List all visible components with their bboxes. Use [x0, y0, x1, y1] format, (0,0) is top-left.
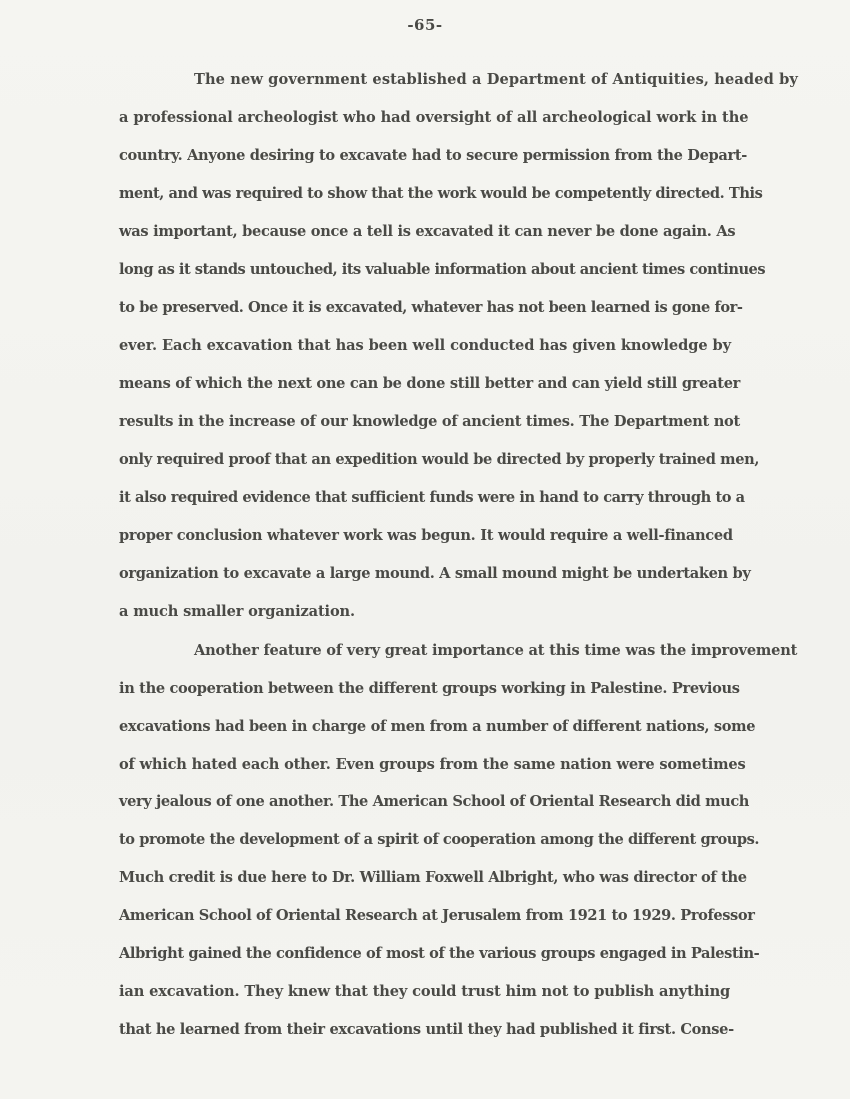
- text-line: ever. Each excavation that has been well conducted has given knowledge by: [119, 337, 731, 354]
- text-line: it also required evidence that sufficient funds were in hand to carry through to a: [119, 489, 745, 506]
- text-line: means of which the next one can be done still better and can yield still greater: [119, 375, 741, 392]
- text-line: only required proof that an expedition would be directed by properly trained men,: [119, 451, 759, 468]
- text-line: to promote the development of a spirit of cooperation among the different groups.: [119, 831, 760, 848]
- text-line: ian excavation. They knew that they could trust him not to publish anything: [119, 983, 731, 1000]
- text-line: of which hated each other. Even groups from the same nation were sometimes: [119, 756, 746, 773]
- text-line: Albright gained the confidence of most of the various groups engaged in Palestin-: [119, 945, 760, 962]
- text-line: was important, because once a tell is excavated it can never be done again. As: [119, 223, 736, 240]
- text-line: The new government established a Department of Antiquities, headed by: [194, 71, 798, 88]
- text-line: American School of Oriental Research at Jerusalem from 1921 to 1929. Professor: [119, 907, 755, 924]
- text-line: a professional archeologist who had oversight of all archeological work in the: [119, 109, 749, 126]
- text-line: proper conclusion whatever work was begun. It would require a well-financed: [119, 527, 733, 544]
- text-line: to be preserved. Once it is excavated, whatever has not been learned is gone for-: [119, 299, 743, 316]
- text-line: Much credit is due here to Dr. William Foxwell Albright, who was director of the: [119, 869, 747, 886]
- text-line: a much smaller organization.: [119, 603, 355, 620]
- text-line: ment, and was required to show that the work would be competently directed. This: [119, 185, 763, 202]
- text-line: that he learned from their excavations until they had published it first. Conse-: [119, 1021, 734, 1038]
- text-line: country. Anyone desiring to excavate had to secure permission from the Depart-: [119, 147, 747, 164]
- text-line: Another feature of very great importance at this time was the improvement: [194, 642, 798, 659]
- text-line: in the cooperation between the different groups working in Palestine. Previous: [119, 680, 740, 697]
- text-line: results in the increase of our knowledge of ancient times. The Department not: [119, 413, 740, 430]
- text-line: very jealous of one another. The American School of Oriental Research did much: [119, 793, 750, 810]
- text-line: organization to excavate a large mound. A small mound might be undertaken by: [119, 565, 751, 582]
- text-line: long as it stands untouched, its valuable information about ancient times continues: [119, 261, 766, 278]
- page-number: -65-: [407, 16, 443, 34]
- text-line: excavations had been in charge of men from a number of different nations, some: [119, 718, 756, 735]
